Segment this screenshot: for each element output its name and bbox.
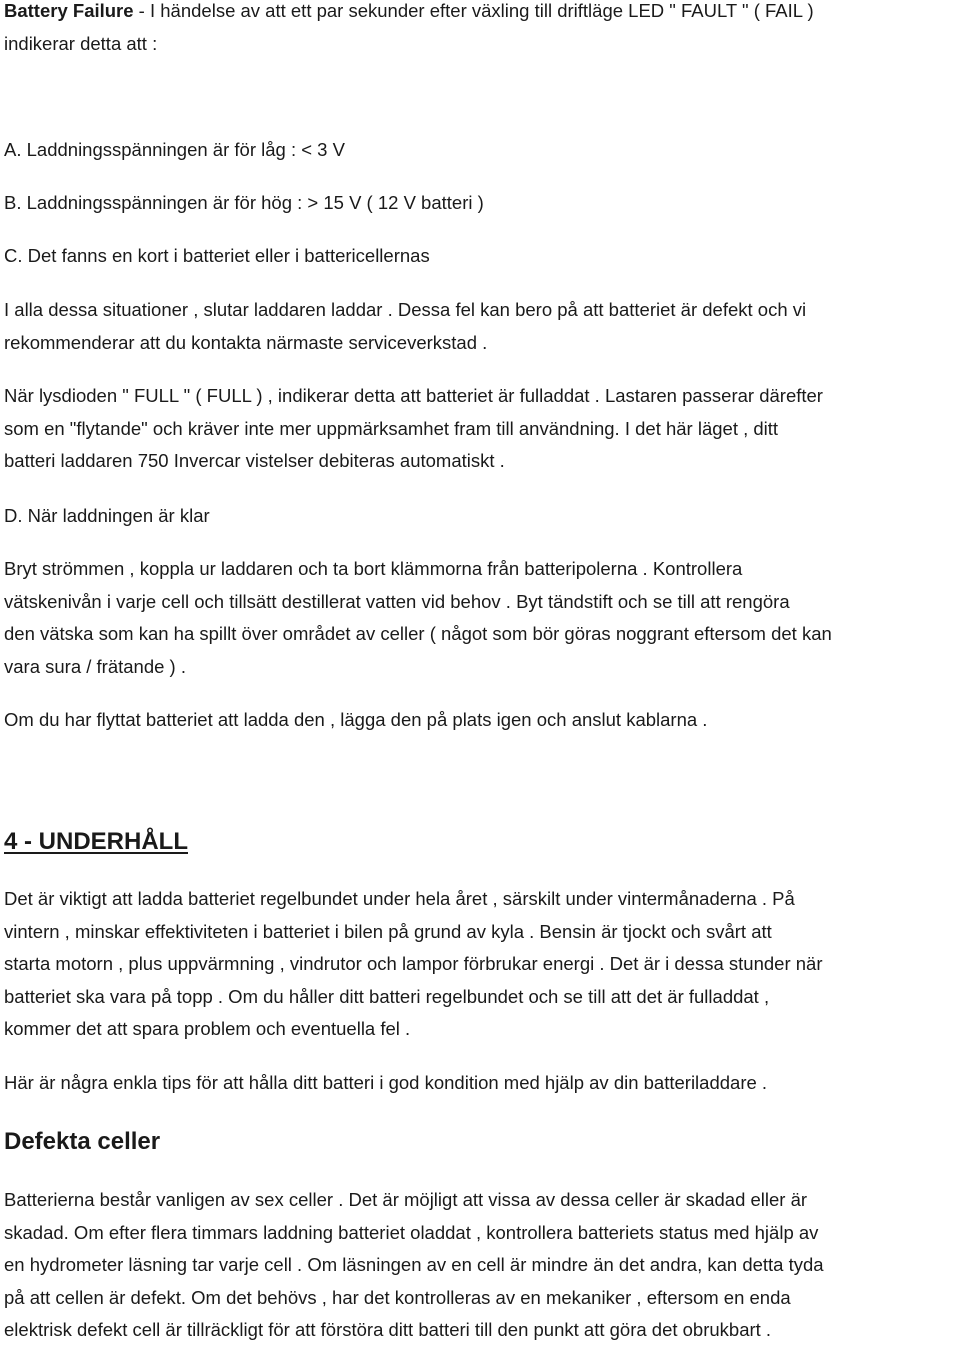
defective-cells-line-5: elektrisk defekt cell är tillräckligt för att förstöra ditt batteri till den punkt att göra det obrukbart . <box>4 1319 772 1340</box>
battery-failure-line-2: indikerar detta att : <box>4 32 158 54</box>
maintenance-paragraph <box>4 883 956 1046</box>
disconnect-line-1: Bryt strömmen , koppla ur laddaren och ta bort klämmorna från batteripolerna . Kontrollera <box>4 558 743 579</box>
list-item-b: B. Laddningsspänningen är för hög : > 15 V ( 12 V batteri ) <box>4 192 484 213</box>
defective-cells-heading: Defekta celler <box>4 1128 161 1155</box>
disconnect-line-4: vara sura / frätande ) . <box>4 655 187 677</box>
section-4-heading: 4 - UNDERHÅLL <box>4 828 188 855</box>
moved-paragraph: Om du har flyttat batteriet att ladda den , lägga den på plats igen och anslut kablarna . <box>4 709 708 730</box>
battery-failure-line-1: Battery Failure - I händelse av att ett par sekunder efter växling till driftläge LED " FAULT " ( FAIL ) <box>4 0 814 21</box>
defective-cells-line-1: Batterierna består vanligen av sex celler . Det är möjligt att vissa av dessa celler är skadad eller är <box>4 1189 808 1210</box>
maintenance-line-1: Det är viktigt att ladda batteriet regelbundet under hela året , särskilt under vintermånaderna . På <box>4 888 795 909</box>
situations-line-1: I alla dessa situationer , slutar laddaren laddar . Dessa fel kan bero på att batteriet är defekt och vi <box>4 299 807 320</box>
defective-cells-line-4: på att cellen är defekt. Om det behövs , har det kontrolleras av en mekaniker , eftersom en enda <box>4 1286 791 1308</box>
disconnect-line-3: den vätska som kan ha spillt över området av celler ( något som bör göras noggrant eftersom det kan <box>4 623 832 644</box>
battery-failure-term: Battery Failure <box>4 0 134 21</box>
tips-paragraph: Här är några enkla tips för att hålla ditt batteri i god kondition med hjälp av din batteriladdare . <box>4 1072 768 1093</box>
list-item-a: A. Laddningsspänningen är för låg : < 3 V <box>4 139 345 160</box>
defective-cells-paragraph <box>4 1184 956 1347</box>
disconnect-line-2: vätskenivån i varje cell och tillsätt destillerat vatten vid behov . Byt tändstift och se till att rengöra <box>4 590 790 612</box>
maintenance-line-4: batteriet ska vara på topp . Om du håller ditt batteri regelbundet och se till att det är fulladdat , <box>4 985 770 1007</box>
full-line-2: som en "flytande" och kräver inte mer uppmärksamhet fram till användning. I det här läget , ditt <box>4 417 779 439</box>
full-line-1: När lysdioden " FULL " ( FULL ) , indikerar detta att batteriet är fulladdat . Lastaren passerar därefter <box>4 385 823 406</box>
full-line-3: batteri laddaren 750 Invercar vistelser debiteras automatiskt . <box>4 450 505 471</box>
maintenance-line-5: kommer det att spara problem och eventuella fel . <box>4 1018 411 1039</box>
defective-cells-line-3: en hydrometer läsning tar varje cell . Om läsningen av en cell är mindre än det andra, kan detta tyda <box>4 1254 824 1275</box>
defective-cells-line-2: skadad. Om efter flera timmars laddning batteriet oladdat , kontrollera batteriets status med hjälp av <box>4 1221 819 1243</box>
disconnect-paragraph <box>4 553 956 683</box>
list-item-d: D. När laddningen är klar <box>4 505 210 526</box>
full-paragraph <box>4 380 956 478</box>
maintenance-line-2: vintern , minskar effektiviteten i batteriet i bilen på grund av kyla . Bensin är tjockt och svårt att <box>4 920 772 942</box>
list-item-c: C. Det fanns en kort i batteriet eller i battericellernas <box>4 245 430 266</box>
maintenance-line-3: starta motorn , plus uppvärmning , vindrutor och lampor förbrukar energi . Det är i dessa stunder när <box>4 953 823 974</box>
situations-line-2: rekommenderar att du kontakta närmaste serviceverkstad . <box>4 331 488 353</box>
battery-failure-paragraph <box>4 0 956 60</box>
situations-paragraph <box>4 294 956 359</box>
